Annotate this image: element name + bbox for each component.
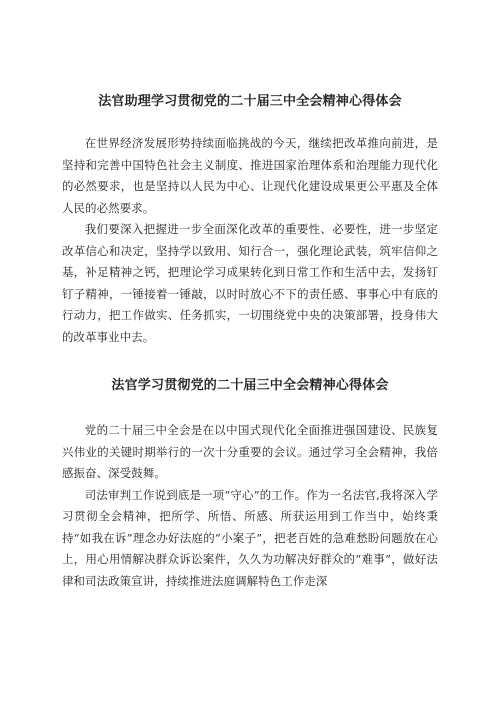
section-1-paragraph-2: 我们要深入把握进一步全面深化改革的重要性、必要性，进一步坚定改革信心和决定，坚持学以致用、知行合一，强化理论武装，筑牢信仰之基，补足精神之钙，把理论学习成果转化到日常工作和生活中去，发扬钉钉子精神，一锤接着一锤敲，以时时放心不下的责任感、事事心中有底的行动力，把工作做实、任务抓实，一切围绕党中央的决策部署，投身伟大的改革事业中去。 bbox=[62, 222, 438, 344]
section-1-body bbox=[62, 133, 438, 348]
section-1-title: 法官助理学习贯彻党的二十届三中全会精神心得体会 bbox=[98, 94, 402, 109]
section-2-paragraph-1: 党的二十届三中全会是在以中国式现代化全面推进强国建设、民族复兴伟业的关键时期举行的一次十分重要的会议。通过学习全会精神，我倍感振奋、深受鼓舞。 bbox=[62, 423, 438, 480]
section-1-paragraph-1: 在世界经济发展形势持续面临挑战的今天，继续把改革推向前进，是坚持和完善中国特色社会主义制度、推进国家治理体系和治理能力现代化的必然要求，也是坚持以人民为中心、让现代化建设成果更公平惠及全体人民的必然要求。 bbox=[62, 136, 438, 215]
section-2-paragraph-2: 司法审判工作说到底是一项“守心”的工作。作为一名法官,我将深入学习贯彻全会精神，把所学、所悟、所感、所获运用到工作当中，始终秉持“如我在诉”理念办好法庭的“小案子”，把老百姓的急难愁盼问题放在心上，用心用情解决群众诉讼案件，久久为功解决好群众的“难事”，做好法律和司法政策宣讲，持续推进法庭调解特色工作走深 bbox=[62, 487, 438, 588]
section-2-title: 法官学习贯彻党的二十届三中全会精神心得体会 bbox=[111, 378, 389, 393]
section-2-body bbox=[62, 420, 438, 592]
